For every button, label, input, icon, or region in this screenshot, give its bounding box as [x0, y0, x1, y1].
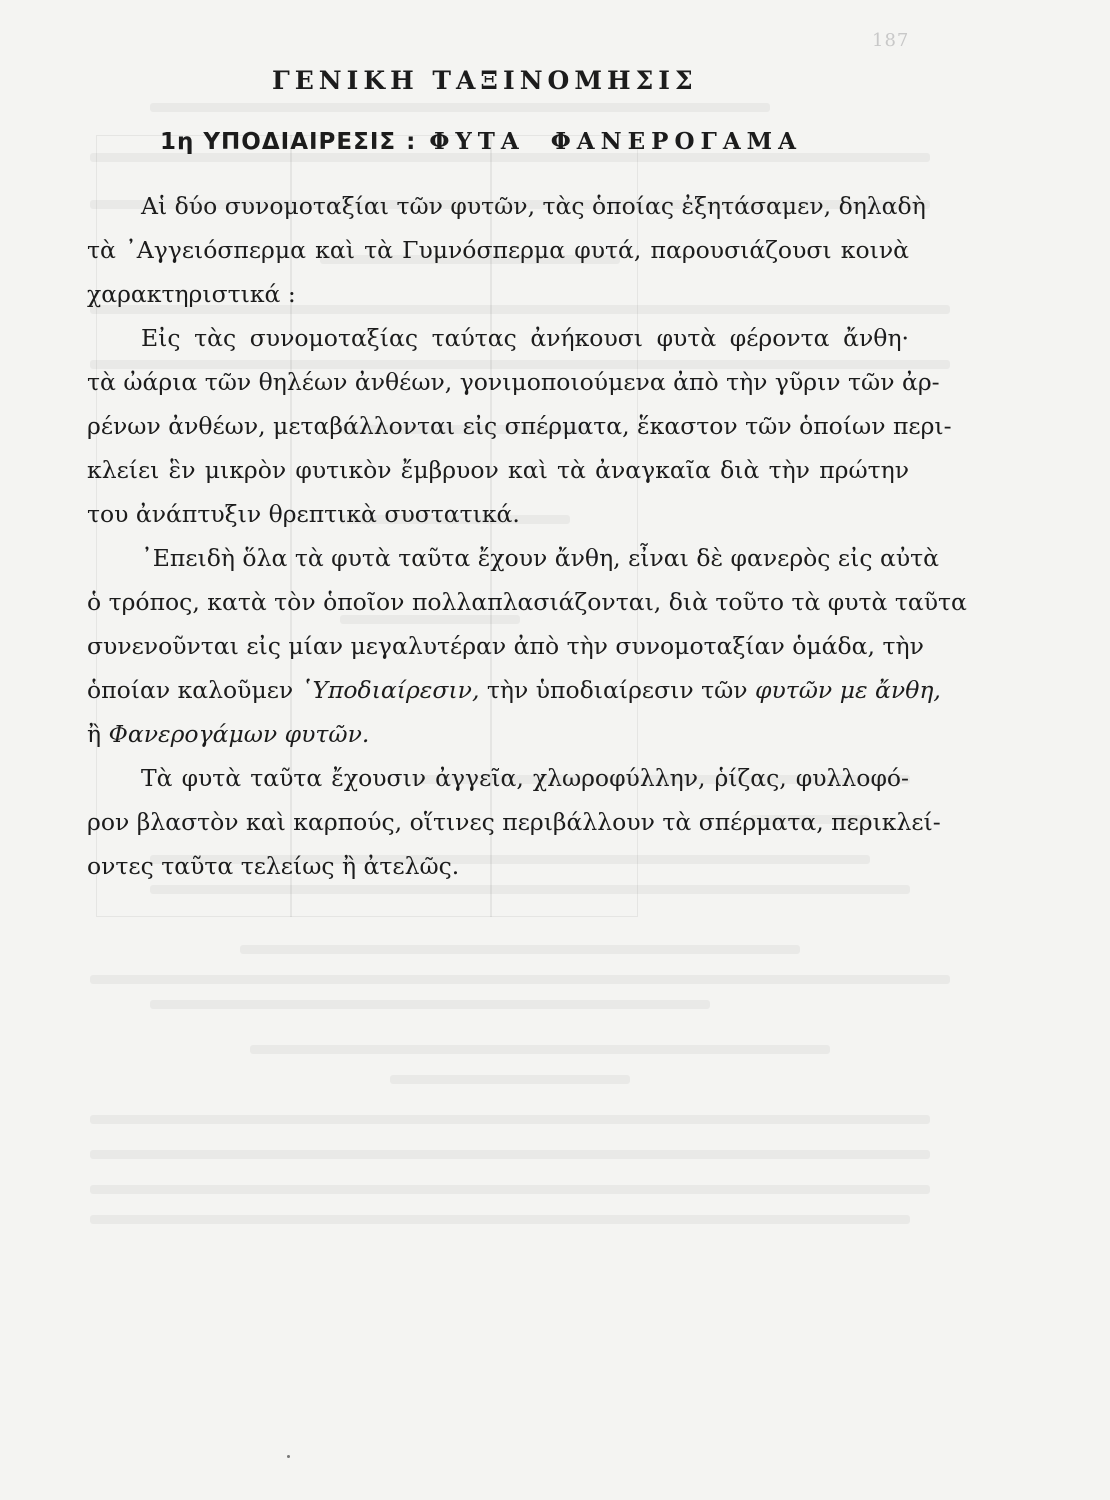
- text-line: συνενοῦνται εἰς μίαν μεγαλυτέραν ἀπὸ τὴν συνομοταξίαν ὁμάδα, τὴν: [87, 632, 924, 660]
- page-number: 187: [872, 30, 910, 51]
- text-line: ὁ τρόπος, κατὰ τὸν ὁποῖον πολλαπλασιάζονται, διὰ τοῦτο τὰ φυτὰ ταῦτα: [87, 588, 967, 616]
- text-fragment: ὁποίαν καλοῦμεν: [87, 676, 294, 704]
- text-line: [87, 668, 941, 712]
- section-prefix: 1η ΥΠΟΔΙΑΙΡΕΣΙΣ: [160, 129, 397, 155]
- text-line: τὰ ᾿Αγγειόσπερμα καὶ τὰ Γυμνόσπερμα φυτά, παρουσιάζουσι κοινὰ: [87, 236, 909, 264]
- text-line: του ἀνάπτυξιν θρεπτικὰ συστατικά.: [87, 500, 520, 528]
- text-line: τὰ ὠάρια τῶν θηλέων ἀνθέων, γονιμοποιούμενα ἀπὸ τὴν γῦριν τῶν ἀρ-: [87, 368, 940, 396]
- section-heading: [160, 128, 828, 155]
- text-line: οντες ταῦτα τελείως ἢ ἀτελῶς.: [87, 852, 460, 880]
- text-line: [87, 712, 909, 756]
- italic-term: Φανερογάμων φυτῶν.: [108, 720, 370, 748]
- text-line: χαρακτηριστικά :: [87, 280, 296, 308]
- italic-term: φυτῶν με ἄνθη,: [755, 676, 941, 704]
- text-line: ᾿Επειδὴ ὅλα τὰ φυτὰ ταῦτα ἔχουν ἄνθη, εἶναι δὲ φανερὸς εἰς αὐτὰ: [141, 544, 939, 572]
- text-line: Αἱ δύο συνομοταξίαι τῶν φυτῶν, τὰς ὁποίας ἐξητάσαμεν, δηλαδὴ: [141, 192, 926, 220]
- text-line: ρον βλαστὸν καὶ καρπούς, οἵτινες περιβάλλουν τὰ σπέρματα, περικλεί-: [87, 808, 941, 836]
- text-line: κλείει ἓν μικρὸν φυτικὸν ἔμβρυον καὶ τὰ ἀναγκαῖα διὰ τὴν πρώτην: [87, 456, 909, 484]
- section-separator: :: [406, 129, 416, 155]
- text-fragment: τὴν ὑποδιαίρεσιν τῶν: [486, 676, 748, 704]
- text-line: ρένων ἀνθέων, μεταβάλλονται εἰς σπέρματα, ἕκαστον τῶν ὁποίων περι-: [87, 412, 952, 440]
- section-word-2: ΦΑΝΕΡΟΓΑΜΑ: [550, 128, 802, 155]
- paper-speck: [287, 1455, 290, 1458]
- text-line: Εἰς τὰς συνομοταξίας ταύτας ἀνήκουσι φυτὰ φέροντα ἄνθη·: [141, 324, 909, 352]
- text-fragment: ἢ: [87, 720, 102, 748]
- body-text: [87, 184, 967, 888]
- italic-term: ῾Υποδιαίρεσιν,: [300, 676, 480, 704]
- section-word-1: ΦΥΤΑ: [429, 128, 525, 155]
- page-title: ΓΕΝΙΚΗ ΤΑΞΙΝΟΜΗΣΙΣ: [272, 66, 698, 95]
- text-line: Τὰ φυτὰ ταῦτα ἔχουσιν ἀγγεῖα, χλωροφύλλην, ῥίζας, φυλλοφό-: [141, 764, 909, 792]
